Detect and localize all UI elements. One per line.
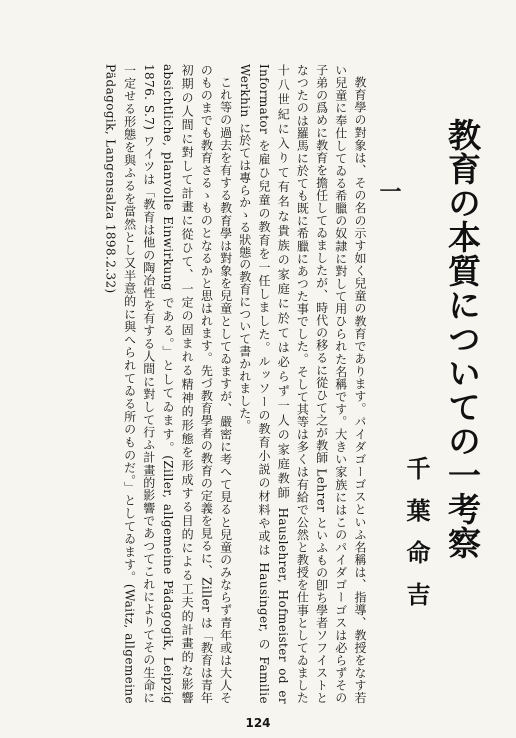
paragraph: 教育學の對象は、その名の示す如く兒童の教育であります。パイダゴーゴスといふ名稱は、指導、教授をなす若い兒童に奉仕してゐる希臘の奴隷に對して用ひられた名稱です。大きい家族にはこのパイダゴーゴスは必らずその子弟の爲めに教育を擔任してゐましたが、時代の移るに從ひて之が教師 Lehrer といふもの卽ち學者ソフイストとなつたのは羅馬に於ても既に希臘にあつた事でした。そして其等は多くは有給で公然と教授を仕事としてゐました 十八世紀に入りて有名な貴族の家庭に於ては必らず一人の家庭教師 Hauslehrer, Hofmeister od er Informator を雇ひ兒童の教育を一任しました。ルッソーの教育小説の材料や或は Hausinger, の Familie Werkhin に於ては專らかゝる狀態の教育について書かれました。	[237, 64, 367, 704]
paragraph: これ等の過去を有する教育學は對象を兒童としてゐますが、嚴密に考へて見ると兒童のみならず青年或は大人そのものまでも教育さるゝものとなるかと思はれます。先づ教育學者の教育の定義を見るに、Ziller は「教育は青年初期の人間に對して計畫に從ひて、一定の固まれる精神的形態を形成する目的による工夫的計畫的な影響 absichtliche, planvolle Einwirkung である。」としてゐます。(Ziller, allgemeine Pädagogik, Leipzig 1876. S.7) ワイツは「教育は他の陶冶性を有する人間に對して行ふ計畫的影響であつてこれによりてその生命に一定せる形態を與ふるを當然とし又半意的に與へられてゐる所のものだ。」としてゐます。(Waitz, allgemeine Pädagogik, Langensalza 1898.2.32)	[103, 64, 233, 704]
author-name: 千葉命吉	[402, 456, 431, 624]
page-number: 124	[245, 716, 271, 730]
section-number: 一	[376, 180, 402, 202]
article-title: 教育の本質についての一考察	[443, 118, 482, 560]
body-text	[44, 64, 369, 704]
